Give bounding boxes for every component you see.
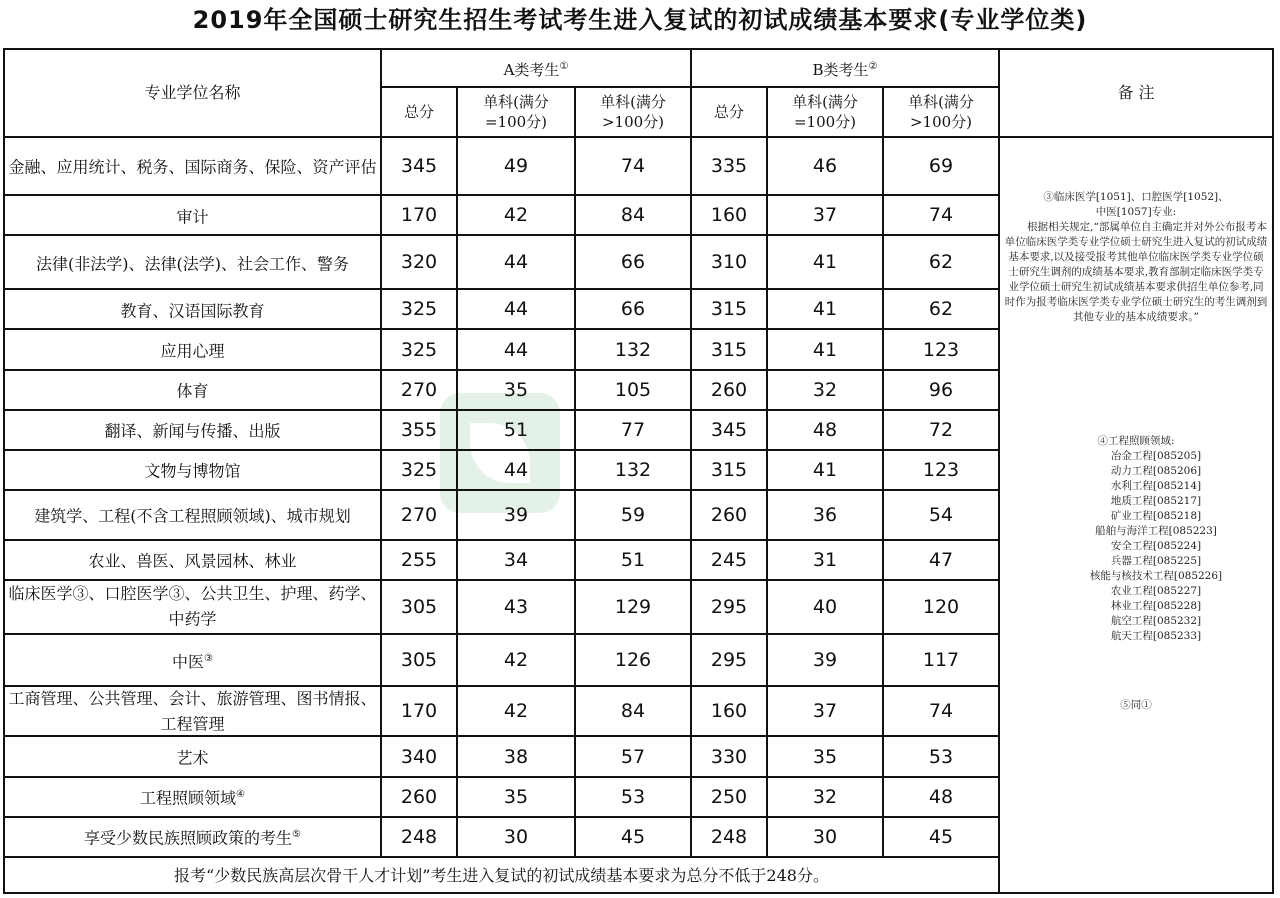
a-single-gt100-cell: 129 bbox=[575, 580, 691, 634]
a-single-100-cell: 35 bbox=[457, 370, 575, 410]
b-total-cell: 260 bbox=[691, 490, 767, 540]
a-single-100-cell: 34 bbox=[457, 540, 575, 580]
a-single-gt100-cell: 66 bbox=[575, 235, 691, 289]
score-table-wrapper bbox=[3, 48, 1274, 894]
table-row bbox=[4, 137, 1273, 195]
a-single-100-cell: 42 bbox=[457, 686, 575, 736]
header-row-groups bbox=[4, 49, 1273, 87]
b-single-gt100-cell: 120 bbox=[883, 580, 999, 634]
b-single-gt100-cell: 74 bbox=[883, 195, 999, 235]
header-b-single-100: 单科(满分 =100分) bbox=[767, 87, 883, 137]
a-single-gt100-cell: 126 bbox=[575, 634, 691, 686]
a-total-cell: 340 bbox=[381, 736, 457, 776]
a-total-cell: 248 bbox=[381, 817, 457, 857]
a-total-cell: 170 bbox=[381, 195, 457, 235]
a-total-cell: 270 bbox=[381, 490, 457, 540]
b-total-cell: 330 bbox=[691, 736, 767, 776]
engineering-field-item: 水利工程[085214] bbox=[1110, 480, 1202, 492]
engineering-field-item: 矿业工程[085218] bbox=[1110, 510, 1202, 522]
a-single-100-cell: 42 bbox=[457, 195, 575, 235]
b-single-100-cell: 48 bbox=[767, 410, 883, 450]
a-total-cell: 270 bbox=[381, 370, 457, 410]
b-single-gt100-cell: 47 bbox=[883, 540, 999, 580]
footer-note: 报考“少数民族高层次骨干人才计划”考生进入复试的初试成绩基本要求为总分不低于248分。 bbox=[4, 857, 999, 893]
b-total-cell: 310 bbox=[691, 235, 767, 289]
b-single-gt100-cell: 69 bbox=[883, 137, 999, 195]
a-single-100-cell: 49 bbox=[457, 137, 575, 195]
b-single-gt100-cell: 123 bbox=[883, 450, 999, 490]
a-single-100-cell: 30 bbox=[457, 817, 575, 857]
a-single-gt100-cell: 84 bbox=[575, 195, 691, 235]
b-total-cell: 250 bbox=[691, 777, 767, 817]
a-total-cell: 325 bbox=[381, 450, 457, 490]
b-total-cell: 260 bbox=[691, 370, 767, 410]
engineering-field-item: 安全工程[085224] bbox=[1110, 540, 1202, 552]
b-single-100-cell: 40 bbox=[767, 580, 883, 634]
major-name-cell: 农业、兽医、风景园林、林业 bbox=[4, 540, 381, 580]
a-single-gt100-cell: 132 bbox=[575, 450, 691, 490]
b-total-cell: 160 bbox=[691, 686, 767, 736]
b-single-100-cell: 32 bbox=[767, 370, 883, 410]
b-single-100-cell: 41 bbox=[767, 450, 883, 490]
a-single-gt100-cell: 105 bbox=[575, 370, 691, 410]
header-a-single-100: 单科(满分 =100分) bbox=[457, 87, 575, 137]
b-single-100-cell: 37 bbox=[767, 686, 883, 736]
header-group-b: B类考生② bbox=[691, 49, 999, 87]
a-single-100-cell: 35 bbox=[457, 777, 575, 817]
page-title: 2019年全国硕士研究生招生考试考生进入复试的初试成绩基本要求(专业学位类) bbox=[192, 6, 1088, 34]
major-name-cell: 体育 bbox=[4, 370, 381, 410]
b-total-cell: 315 bbox=[691, 450, 767, 490]
major-name-cell: 临床医学③、口腔医学③、公共卫生、护理、药学、中药学 bbox=[4, 580, 381, 634]
a-total-cell: 325 bbox=[381, 289, 457, 329]
b-single-100-cell: 41 bbox=[767, 329, 883, 369]
a-single-gt100-cell: 57 bbox=[575, 736, 691, 776]
a-single-100-cell: 44 bbox=[457, 289, 575, 329]
b-single-gt100-cell: 117 bbox=[883, 634, 999, 686]
remarks-note-5: ⑤同① bbox=[1120, 699, 1152, 711]
a-single-gt100-cell: 51 bbox=[575, 540, 691, 580]
header-major-name: 专业学位名称 bbox=[4, 49, 381, 137]
remarks-note-3: ③临床医学[1051]、口腔医学[1052]、 中医[1057]专业: 根据相关规定,“部属单位自主确定并对外公布报考本单位临床医学类专业学位硕士研究生进入复试的初试成绩基本要求,以及接受报考其他单位临床医学类专业学位硕士研究生调剂的成绩基本要求,教育部制定临床医学类专业学位硕士研究生初试成绩基本要求供招生单位参考,同时作为报考临床医学类专业学位硕士研究生的考生调剂到其他专业的基本成绩要求。” bbox=[1004, 191, 1268, 323]
b-single-100-cell: 32 bbox=[767, 777, 883, 817]
b-single-100-cell: 37 bbox=[767, 195, 883, 235]
major-name-cell: 文物与博物馆 bbox=[4, 450, 381, 490]
b-single-100-cell: 31 bbox=[767, 540, 883, 580]
engineering-field-item: 船舶与海洋工程[085223] bbox=[1095, 525, 1217, 537]
b-total-cell: 160 bbox=[691, 195, 767, 235]
engineering-field-item: 农业工程[085227] bbox=[1110, 585, 1202, 597]
major-name-cell: 工程照顾领域④ bbox=[4, 777, 381, 817]
b-single-gt100-cell: 62 bbox=[883, 235, 999, 289]
major-name-cell: 享受少数民族照顾政策的考生⑤ bbox=[4, 817, 381, 857]
remarks-note-4: ④工程照顾领域: 冶金工程[085205] 动力工程[085206] 水利工程[085214] 地质工程[085217] 矿业工程[085218] 船舶与海洋工程[085223] 安全工程[085224] 兵器工程[085225] 核能与核技术工程[085226] 农业工程[085227] 林业工程[085228] 航空工程[085232] 航天工程[085233] bbox=[1004, 434, 1268, 644]
b-total-cell: 295 bbox=[691, 634, 767, 686]
major-name-cell: 审计 bbox=[4, 195, 381, 235]
a-single-100-cell: 44 bbox=[457, 329, 575, 369]
header-b-single-gt100: 单科(满分 >100分) bbox=[883, 87, 999, 137]
a-total-cell: 255 bbox=[381, 540, 457, 580]
b-single-gt100-cell: 74 bbox=[883, 686, 999, 736]
a-single-gt100-cell: 77 bbox=[575, 410, 691, 450]
b-single-gt100-cell: 72 bbox=[883, 410, 999, 450]
a-single-100-cell: 39 bbox=[457, 490, 575, 540]
b-single-gt100-cell: 45 bbox=[883, 817, 999, 857]
major-name-cell: 中医③ bbox=[4, 634, 381, 686]
b-total-cell: 248 bbox=[691, 817, 767, 857]
a-single-100-cell: 44 bbox=[457, 235, 575, 289]
remarks-content bbox=[1000, 138, 1272, 892]
b-single-gt100-cell: 48 bbox=[883, 777, 999, 817]
footnote-mark: ④ bbox=[236, 788, 245, 800]
engineering-field-item: 林业工程[085228] bbox=[1110, 600, 1202, 612]
major-name-cell: 工商管理、公共管理、会计、旅游管理、图书情报、工程管理 bbox=[4, 686, 381, 736]
engineering-field-item: 航天工程[085233] bbox=[1110, 630, 1202, 642]
b-single-100-cell: 39 bbox=[767, 634, 883, 686]
b-single-100-cell: 36 bbox=[767, 490, 883, 540]
a-total-cell: 170 bbox=[381, 686, 457, 736]
header-group-a: A类考生① bbox=[381, 49, 691, 87]
b-total-cell: 345 bbox=[691, 410, 767, 450]
a-single-gt100-cell: 66 bbox=[575, 289, 691, 329]
b-single-gt100-cell: 123 bbox=[883, 329, 999, 369]
a-total-cell: 320 bbox=[381, 235, 457, 289]
a-single-gt100-cell: 53 bbox=[575, 777, 691, 817]
b-single-100-cell: 46 bbox=[767, 137, 883, 195]
header-remarks: 备 注 bbox=[999, 49, 1273, 137]
engineering-field-item: 兵器工程[085225] bbox=[1110, 555, 1202, 567]
b-total-cell: 315 bbox=[691, 329, 767, 369]
engineering-field-item: 动力工程[085206] bbox=[1110, 465, 1202, 477]
a-total-cell: 305 bbox=[381, 634, 457, 686]
major-name-cell: 法律(非法学)、法律(法学)、社会工作、警务 bbox=[4, 235, 381, 289]
b-total-cell: 295 bbox=[691, 580, 767, 634]
major-name-cell: 翻译、新闻与传播、出版 bbox=[4, 410, 381, 450]
a-single-100-cell: 44 bbox=[457, 450, 575, 490]
footnote-mark: ⑤ bbox=[292, 829, 301, 841]
b-single-100-cell: 35 bbox=[767, 736, 883, 776]
footnote-mark: ③ bbox=[204, 652, 213, 664]
b-single-gt100-cell: 53 bbox=[883, 736, 999, 776]
a-single-100-cell: 43 bbox=[457, 580, 575, 634]
engineering-field-item: 冶金工程[085205] bbox=[1110, 450, 1202, 462]
a-single-100-cell: 42 bbox=[457, 634, 575, 686]
major-name-cell: 艺术 bbox=[4, 736, 381, 776]
a-total-cell: 345 bbox=[381, 137, 457, 195]
b-total-cell: 335 bbox=[691, 137, 767, 195]
a-total-cell: 305 bbox=[381, 580, 457, 634]
a-single-100-cell: 38 bbox=[457, 736, 575, 776]
a-single-gt100-cell: 59 bbox=[575, 490, 691, 540]
a-single-100-cell: 51 bbox=[457, 410, 575, 450]
b-single-gt100-cell: 62 bbox=[883, 289, 999, 329]
b-single-gt100-cell: 54 bbox=[883, 490, 999, 540]
header-a-single-gt100: 单科(满分 >100分) bbox=[575, 87, 691, 137]
b-single-100-cell: 41 bbox=[767, 289, 883, 329]
remarks-cell bbox=[999, 137, 1273, 893]
engineering-field-item: 地质工程[085217] bbox=[1110, 495, 1202, 507]
major-name-cell: 教育、汉语国际教育 bbox=[4, 289, 381, 329]
engineering-field-item: 航空工程[085232] bbox=[1110, 615, 1202, 627]
b-total-cell: 245 bbox=[691, 540, 767, 580]
b-single-gt100-cell: 96 bbox=[883, 370, 999, 410]
score-table bbox=[3, 48, 1274, 894]
header-b-total: 总分 bbox=[691, 87, 767, 137]
major-name-cell: 金融、应用统计、税务、国际商务、保险、资产评估 bbox=[4, 137, 381, 195]
b-single-100-cell: 41 bbox=[767, 235, 883, 289]
a-single-gt100-cell: 74 bbox=[575, 137, 691, 195]
a-single-gt100-cell: 132 bbox=[575, 329, 691, 369]
a-total-cell: 325 bbox=[381, 329, 457, 369]
major-name-cell: 建筑学、工程(不含工程照顾领域)、城市规划 bbox=[4, 490, 381, 540]
major-name-cell: 应用心理 bbox=[4, 329, 381, 369]
a-single-gt100-cell: 45 bbox=[575, 817, 691, 857]
header-a-total: 总分 bbox=[381, 87, 457, 137]
a-total-cell: 260 bbox=[381, 777, 457, 817]
engineering-field-item: 核能与核技术工程[085226] bbox=[1089, 570, 1223, 582]
b-single-100-cell: 30 bbox=[767, 817, 883, 857]
a-total-cell: 355 bbox=[381, 410, 457, 450]
b-total-cell: 315 bbox=[691, 289, 767, 329]
a-single-gt100-cell: 84 bbox=[575, 686, 691, 736]
